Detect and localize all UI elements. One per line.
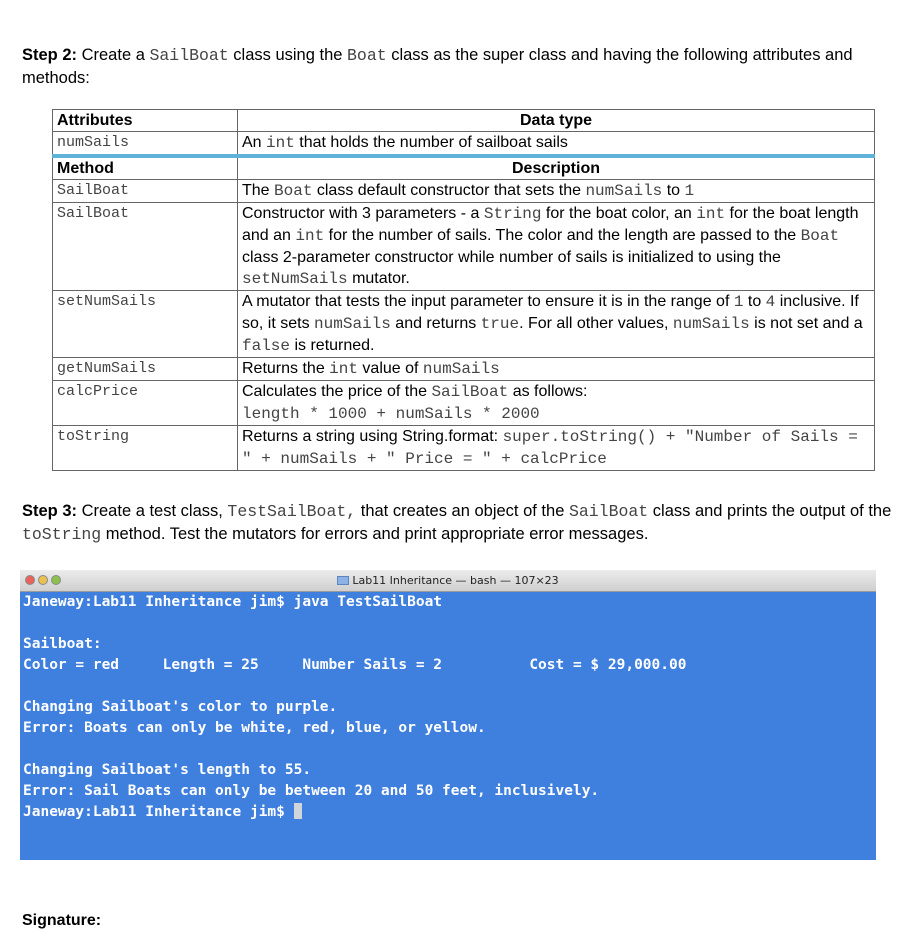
method-name: toString bbox=[53, 426, 238, 471]
attributes-header-row bbox=[53, 110, 875, 132]
method-row bbox=[53, 180, 875, 203]
method-name: getNumSails bbox=[53, 358, 238, 381]
terminal-line: Janeway:Lab11 Inheritance jim$ java TestSailBoat bbox=[23, 594, 443, 610]
step3-paragraph: Step 3: Create a test class, TestSailBoat, that creates an object of the SailBoat class and prints the output of the toString method. Test the mutators for errors and print appropriate error messages. bbox=[22, 502, 892, 544]
step3-label: Step 3: bbox=[22, 502, 78, 520]
signature-label: Signature: bbox=[22, 912, 102, 929]
terminal-prompt-line bbox=[23, 802, 873, 823]
attribute-row bbox=[53, 132, 875, 157]
method-description: Returns a string using String.format: super.toString() + "Number of Sails = " + numSails + " Price = " + calcPrice bbox=[238, 426, 875, 471]
terminal-line bbox=[23, 739, 873, 760]
terminal-line bbox=[23, 613, 873, 634]
terminal-line: Changing Sailboat's length to 55. bbox=[23, 762, 312, 778]
terminal-line: Error: Sail Boats can only be between 20 and 50 feet, inclusively. bbox=[23, 783, 600, 799]
terminal-line: Changing Sailboat's color to purple. bbox=[23, 699, 338, 715]
method-name: setNumSails bbox=[53, 291, 238, 358]
method-description: Calculates the price of the SailBoat as follows: length * 1000 + numSails * 2000 bbox=[238, 381, 875, 426]
terminal-title: Lab11 Inheritance — bash — 107×23 bbox=[352, 574, 559, 587]
calcprice-formula: length * 1000 + numSails * 2000 bbox=[242, 405, 540, 423]
method-description: The Boat class default constructor that sets the numSails to 1 bbox=[238, 180, 875, 203]
method-row bbox=[53, 381, 875, 426]
attribute-name: numSails bbox=[53, 132, 238, 157]
step2-label: Step 2: bbox=[22, 46, 78, 64]
terminal-window bbox=[20, 570, 876, 860]
step2-paragraph bbox=[22, 44, 902, 89]
method-name: SailBoat bbox=[53, 180, 238, 203]
terminal-line bbox=[23, 676, 873, 697]
folder-icon bbox=[337, 576, 349, 585]
method-name: calcPrice bbox=[53, 381, 238, 426]
method-row bbox=[53, 291, 875, 358]
attributes-header: Attributes bbox=[53, 110, 238, 132]
terminal-line: Sailboat: bbox=[23, 636, 102, 652]
method-header-row bbox=[53, 156, 875, 180]
method-header: Method bbox=[53, 156, 238, 180]
method-row bbox=[53, 203, 875, 291]
terminal-output[interactable] bbox=[20, 592, 876, 823]
method-description: A mutator that tests the input parameter to ensure it is in the range of 1 to 4 inclusive. If so, it sets numSails and returns true. For all other values, numSails is not set and a false is returned. bbox=[238, 291, 875, 358]
datatype-header: Data type bbox=[238, 110, 875, 132]
tostring-format: super.toString() + "Number of Sails = " + numSails + " Price = " + calcPrice bbox=[242, 428, 858, 468]
method-row bbox=[53, 358, 875, 381]
step2-text: class as the super class and having the following attributes and methods: bbox=[22, 46, 853, 87]
terminal-prompt: Janeway:Lab11 Inheritance jim$ bbox=[23, 804, 294, 820]
method-row bbox=[53, 426, 875, 471]
step2-text: Create a bbox=[77, 46, 150, 64]
terminal-line: Error: Boats can only be white, red, blue, or yellow. bbox=[23, 720, 486, 736]
method-name: SailBoat bbox=[53, 203, 238, 291]
method-description: Constructor with 3 parameters - a String for the boat color, an int for the boat length and an int for the number of sails. The color and the length are passed to the Boat class 2-parameter constructor while number of sails is initialized to using the setNumSails mutator. bbox=[238, 203, 875, 291]
sailboat-spec-table bbox=[52, 109, 875, 471]
terminal-titlebar bbox=[20, 570, 876, 592]
step2-code-boat: Boat bbox=[347, 46, 387, 65]
step2-text: class using the bbox=[228, 46, 348, 64]
terminal-cursor bbox=[294, 803, 302, 819]
description-header: Description bbox=[238, 156, 875, 180]
step2-code-sailboat: SailBoat bbox=[149, 46, 229, 65]
attribute-type: An int that holds the number of sailboat sails bbox=[238, 132, 875, 157]
method-description: Returns the int value of numSails bbox=[238, 358, 875, 381]
terminal-line: Color = red Length = 25 Number Sails = 2 Cost = $ 29,000.00 bbox=[23, 657, 687, 673]
